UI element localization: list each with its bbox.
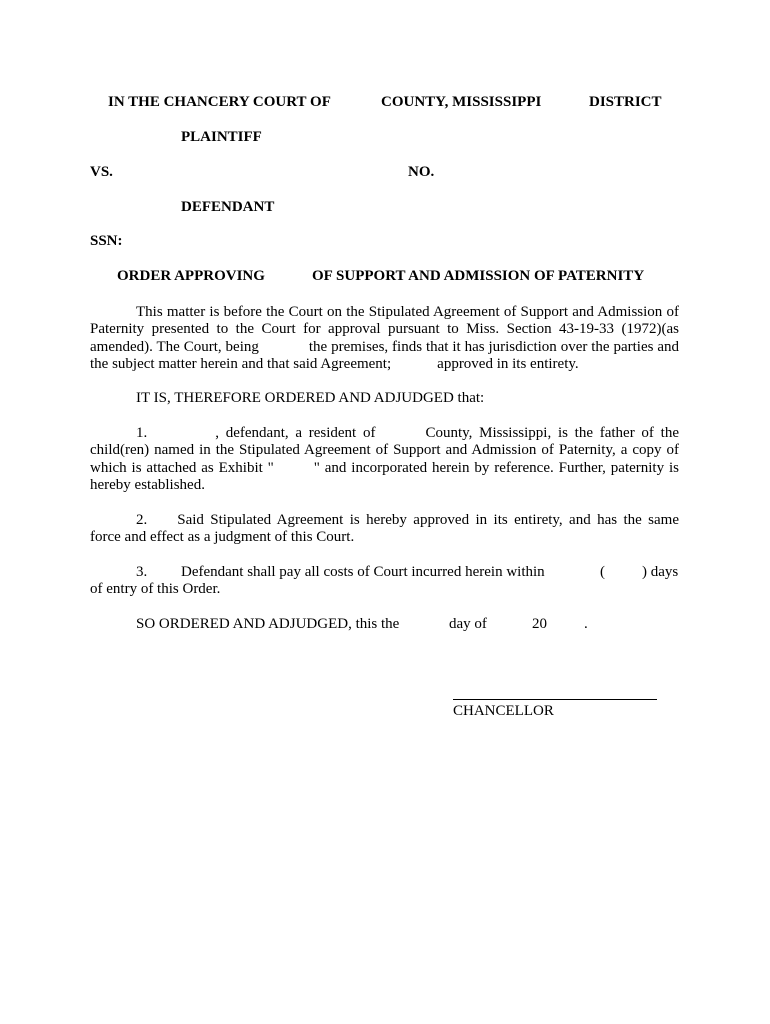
item-2-paragraph (90, 512, 679, 547)
item-3-text-a: Defendant shall pay all costs of Court incurred herein within (181, 564, 545, 580)
day-of-text: day of (449, 616, 487, 632)
county-label: COUNTY, MISSISSIPPI (381, 94, 542, 110)
item-3-paren-open: ( (600, 564, 605, 580)
order-title-part2: OF SUPPORT AND ADMISSION OF PATERNITY (312, 268, 645, 284)
item-1-paragraph (90, 425, 679, 494)
so-ordered-text: SO ORDERED AND ADJUDGED, this the (136, 616, 400, 632)
intro-text-c: approved in its entirety. (437, 355, 579, 372)
ssn-label: SSN: (90, 233, 123, 249)
ordered-heading: IT IS, THEREFORE ORDERED AND ADJUDGED that: (136, 390, 485, 406)
item-3-number: 3. (136, 564, 148, 580)
chancellor-label: CHANCELLOR (453, 703, 554, 719)
item-2-text: Said Stipulated Agreement is hereby approved in its entirety, and has the same force and effect as a judgment of this Court. (90, 512, 679, 546)
closing-period: . (584, 616, 588, 632)
item-1-text-b: County, Mississippi, is the father of the child(ren) named in the Stipulated Agreement of Support and Admission of Paternity, a copy of which is attached as Exhibit " (90, 425, 679, 476)
order-title-part1: ORDER APPROVING (117, 268, 265, 284)
item-3-days: ) days (642, 564, 679, 580)
year-prefix: 20 (532, 616, 547, 632)
case-number-label: NO. (408, 164, 435, 180)
intro-text-a: This matter is before the Court on the Stipulated Agreement of Support and Admission of Paternity presented to the Court for approval pursuant to Miss. Section 43-19-33 (1972)(as amended). The Court, being (90, 304, 679, 355)
defendant-label: DEFENDANT (181, 199, 275, 215)
item-1-number: 1. (136, 425, 148, 441)
item-1-text-c: " and incorporated herein by reference. Further, paternity is hereby established. (90, 459, 679, 493)
vs-label: VS. (90, 164, 113, 180)
plaintiff-label: PLAINTIFF (181, 129, 262, 145)
intro-paragraph (90, 304, 679, 373)
signature-line (453, 699, 657, 700)
intro-text-b: the premises, finds that it has jurisdiction over the parties and the subject matter herein and that said Agreement; (90, 338, 679, 372)
item-3-text-b: of entry of this Order. (90, 581, 221, 598)
court-name: IN THE CHANCERY COURT OF (108, 94, 331, 110)
item-2-number: 2. (136, 512, 148, 528)
item-3-paragraph (90, 564, 679, 599)
item-1-text-a: , defendant, a resident of (215, 425, 376, 441)
district-label: DISTRICT (589, 94, 662, 110)
